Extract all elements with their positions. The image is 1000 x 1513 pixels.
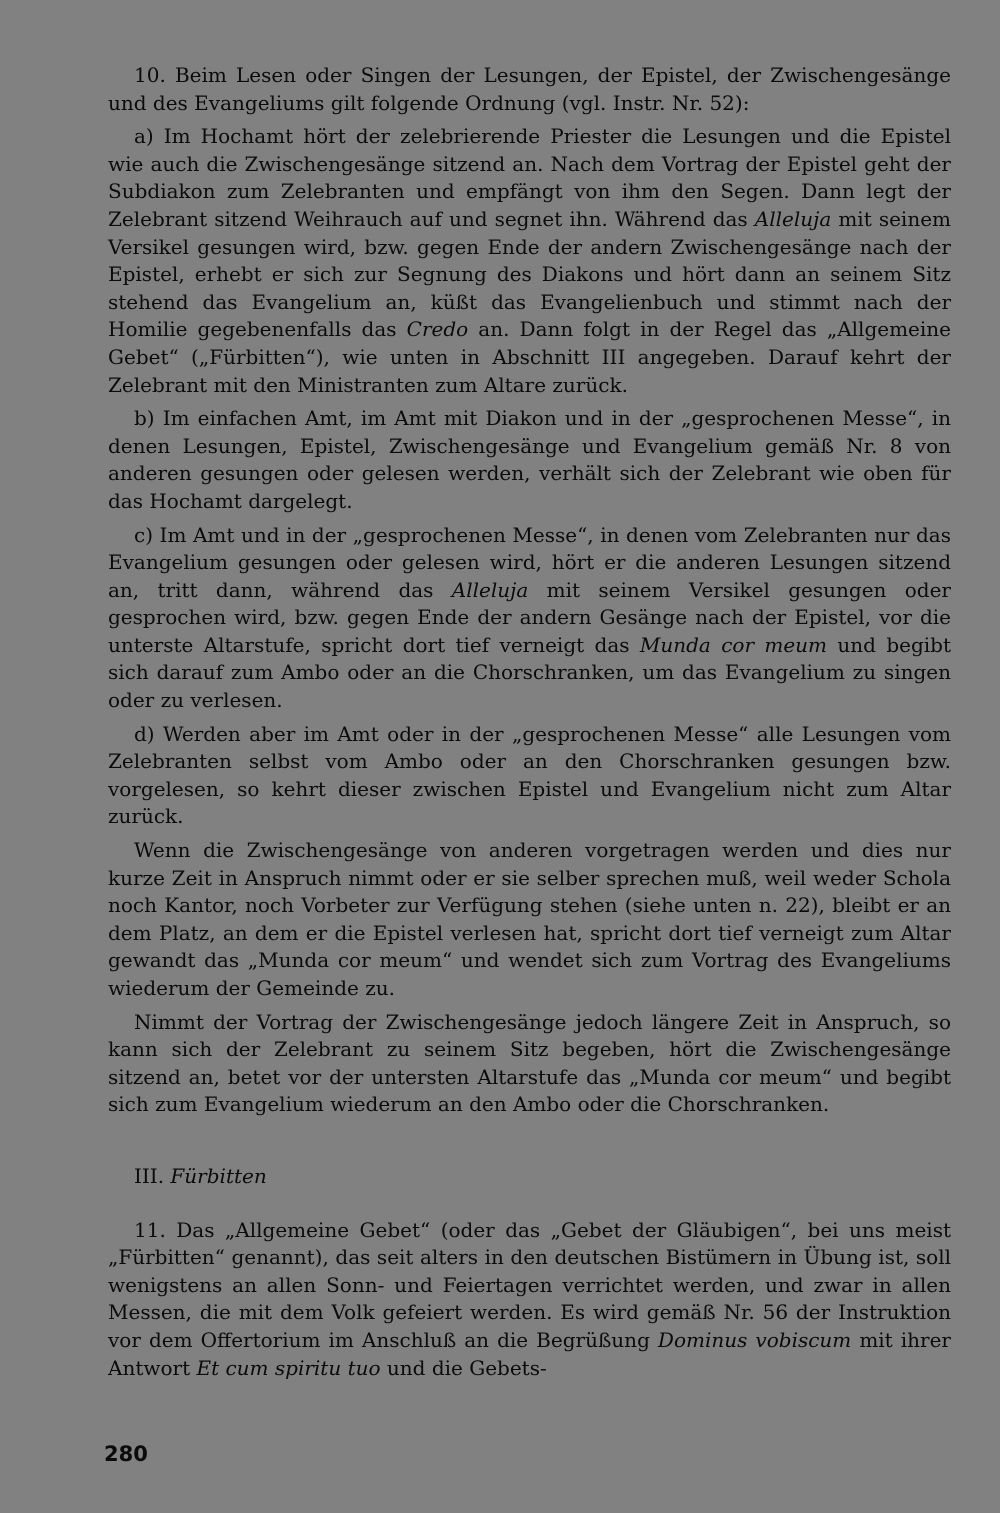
italic-term: Munda cor meum	[639, 632, 828, 657]
text-run: mit seinem Versikel gesungen wird, bzw. gegen Ende der andern Zwischengesänge nach der Epistel, erhebt er sich zur Segnung des Diakons und hört dann an seinem Sitz stehend das Evangelium an, küßt das Evangelienbuch und stimmt nach der Homilie gegebenenfalls das	[108, 206, 952, 342]
paragraph-p10-a	[108, 123, 951, 399]
paragraph-p10-b	[108, 405, 951, 515]
text-run: d) Werden aber im Amt oder in der „gesprochenen Messe“ alle Lesungen vom Zelebranten selbst vom Ambo oder an den Chorschranken gesungen bzw. vorgelesen, so kehrt dieser zwischen Epistel und Evangelium nicht zum Altar zurück.	[108, 721, 951, 829]
italic-term: Credo	[406, 317, 469, 342]
italic-term: Alleluja	[451, 577, 529, 602]
text-run: mit seinem Versikel gesungen oder gesprochen wird, bzw. gegen Ende der andern Gesänge nach der Epistel, vor die unterste Altarstufe, spricht dort tief verneigt das	[108, 577, 951, 657]
text-run: und begibt sich darauf zum Ambo oder an die Chorschranken, um das Evangelium zu singen oder zu verlesen.	[108, 632, 951, 713]
paragraph-p10-c	[108, 522, 951, 715]
text-run: mit ihrer Antwort	[108, 1327, 951, 1380]
section-10	[108, 62, 951, 1119]
section-heading-title: Fürbitten	[170, 1163, 267, 1188]
paragraph-p10-f	[108, 1009, 951, 1119]
text-run: Nimmt der Vortrag der Zwischengesänge jedoch längere Zeit in Anspruch, so kann sich der Zelebrant zu seinem Sitz begeben, hört die Zwischengesänge sitzend an, betet vor der untersten Altarstufe das „Munda cor meum“ und begibt sich zum Evangelium wiederum an den Ambo oder die Chorschranken.	[108, 1009, 951, 1117]
text-run: an. Dann folgt in der Regel das „Allgemeine Gebet“ („Fürbitten“), wie unten in Abschnitt III angegeben. Darauf kehrt der Zelebrant mit den Ministranten zum Altare zurück.	[108, 317, 952, 397]
text-run: Wenn die Zwischengesänge von anderen vorgetragen werden und dies nur kurze Zeit in Anspruch nimmt oder er sie selber sprechen muß, weil weder Schola noch Kantor, noch Vorbeter zur Verfügung stehen (siehe unten n. 22), bleibt er an dem Platz, an dem er die Epistel verlesen hat, spricht dort tief verneigt zum Altar gewandt das „Munda cor meum“ und wendet sich zum Vortrag des Evangeliums wiederum der Gemeinde zu.	[108, 838, 951, 1000]
paragraph-p11	[108, 1217, 951, 1383]
paragraph-p10-intro	[108, 62, 951, 117]
section-heading-number: III.	[134, 1163, 165, 1188]
document-page	[108, 62, 951, 1388]
section-11	[108, 1217, 951, 1383]
text-run: 11. Das „Allgemeine Gebet“ (oder das „Gebet der Gläubigen“, bei uns meist „Fürbitten“ genannt), das seit alters in den deutschen Bistümern in Übung ist, soll wenigstens an allen Sonn- und Feiertagen verrichtet werden, und zwar in allen Messen, die mit dem Volk gefeiert werden. Es wird gemäß Nr. 56 der Instruktion vor dem Offertorium im Anschluß an die Begrüßung	[108, 1217, 951, 1352]
italic-term: Et cum spiritu tuo	[196, 1355, 381, 1380]
text-run: b) Im einfachen Amt, im Amt mit Diakon und in der „gesprochenen Messe“, in denen Lesungen, Epistel, Zwischengesänge und Evangelium gemäß Nr. 8 von anderen gesungen oder gelesen werden, verhält sich der Zelebrant wie oben für das Hochamt dargelegt.	[108, 406, 951, 513]
page-number: 280	[104, 1442, 148, 1466]
text-run: c) Im Amt und in der „gesprochenen Messe“, in denen vom Zelebranten nur das Evangelium gesungen oder gelesen wird, hört er die anderen Lesungen sitzend an, tritt dann, während das	[108, 522, 951, 602]
text-run: und die Gebets-	[380, 1355, 547, 1380]
text-run: 10. Beim Lesen oder Singen der Lesungen, der Epistel, der Zwischengesänge und des Evangeliums gilt folgende Ordnung (vgl. Instr. Nr. 52):	[108, 63, 951, 115]
paragraph-p10-d	[108, 721, 951, 831]
italic-term: Alleluja	[754, 206, 832, 231]
section-heading-fuerbitten	[108, 1163, 951, 1191]
text-run: a) Im Hochamt hört der zelebrierende Priester die Lesungen und die Epistel wie auch die Zwischengesänge sitzend an. Nach dem Vortrag der Epistel geht der Subdiakon zum Zelebranten und empfängt von ihm den Segen. Dann legt der Zelebrant sitzend Weihrauch auf und segnet ihn. Während das	[108, 124, 951, 231]
paragraph-p10-e	[108, 837, 951, 1003]
italic-term: Dominus vobiscum	[657, 1327, 852, 1352]
